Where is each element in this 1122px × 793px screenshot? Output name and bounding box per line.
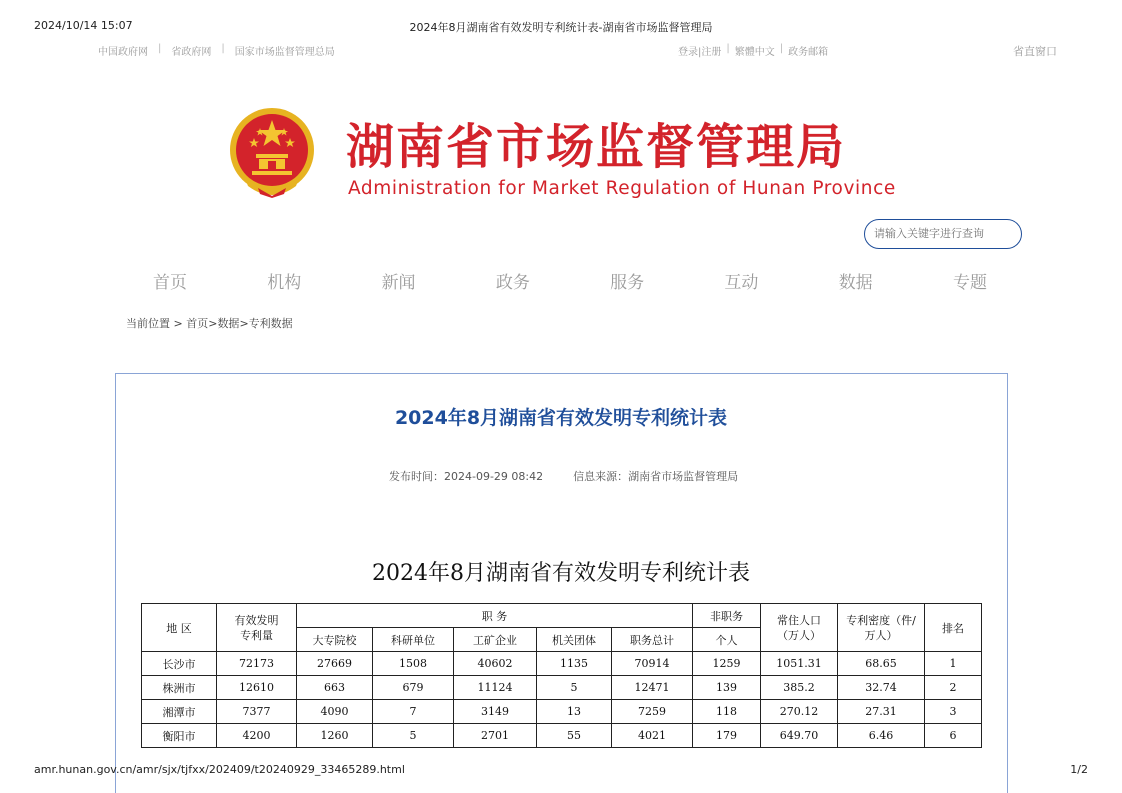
publish-time: 发布时间：2024-09-29 08:42 <box>389 470 544 483</box>
cell-total: 7377 <box>217 700 297 724</box>
cell-region: 湘潭市 <box>142 700 217 724</box>
subheader-institutions: 机关团体 <box>537 628 612 652</box>
cell-institutions: 55 <box>537 724 612 748</box>
table-row <box>142 676 982 700</box>
cell-total: 12610 <box>217 676 297 700</box>
info-source: 信息来源：湖南省市场监督管理局 <box>573 470 739 483</box>
cell-density: 6.46 <box>838 724 925 748</box>
header-total: 有效发明专利量 <box>217 604 297 652</box>
cell-density: 32.74 <box>838 676 925 700</box>
print-url: amr.hunan.gov.cn/amr/sjx/tjfxx/202409/t20240929_33465289.html <box>34 763 405 776</box>
main-nav <box>140 268 1000 293</box>
cell-institutions: 1135 <box>537 652 612 676</box>
cell-service-total: 7259 <box>612 700 693 724</box>
nav-topics[interactable]: 专题 <box>952 273 987 293</box>
table-row <box>142 700 982 724</box>
traditional-chinese-link[interactable]: 繁體中文 <box>734 47 775 58</box>
cell-research-units: 1508 <box>373 652 454 676</box>
separator: | <box>221 43 225 54</box>
cell-universities: 4090 <box>297 700 373 724</box>
cell-research-units: 679 <box>373 676 454 700</box>
top-links-bar <box>98 43 335 58</box>
table-title: 2024年8月湖南省有效发明专利统计表 <box>372 561 750 586</box>
breadcrumb-patent-data[interactable]: 专利数据 <box>248 317 293 330</box>
cell-service-total: 12471 <box>612 676 693 700</box>
cell-rank: 1 <box>925 652 982 676</box>
subheader-service-total: 职务总计 <box>612 628 693 652</box>
patent-stats-table <box>141 603 982 748</box>
cell-population: 649.70 <box>761 724 838 748</box>
brand-title-en: Administration for Market Regulation of Hunan Province <box>348 178 896 199</box>
header-service: 职 务 <box>297 604 693 628</box>
header-rank: 排名 <box>925 604 982 652</box>
nav-services[interactable]: 服务 <box>610 273 645 293</box>
cell-population: 270.12 <box>761 700 838 724</box>
article-title: 2024年8月湖南省有效发明专利统计表 <box>394 407 728 429</box>
subheader-research-units: 科研单位 <box>373 628 454 652</box>
cell-total: 4200 <box>217 724 297 748</box>
cell-density: 68.65 <box>838 652 925 676</box>
nav-data[interactable]: 数据 <box>838 273 873 293</box>
cell-universities: 27669 <box>297 652 373 676</box>
cell-rank: 3 <box>925 700 982 724</box>
cell-enterprises: 11124 <box>454 676 537 700</box>
link-gov-cn[interactable]: 中国政府网 <box>98 47 148 58</box>
cell-institutions: 13 <box>537 700 612 724</box>
cell-individual: 118 <box>693 700 761 724</box>
nav-interaction[interactable]: 互动 <box>724 273 759 293</box>
cell-region: 长沙市 <box>142 652 217 676</box>
print-document-title: 2024年8月湖南省有效发明专利统计表-湖南省市场监督管理局 <box>409 21 713 34</box>
link-samr[interactable]: 国家市场监督管理总局 <box>234 47 335 58</box>
cell-research-units: 5 <box>373 724 454 748</box>
cell-enterprises: 3149 <box>454 700 537 724</box>
search-input[interactable] <box>864 219 1022 249</box>
cell-individual: 1259 <box>693 652 761 676</box>
header-population: 常住人口（万人） <box>761 604 838 652</box>
cell-individual: 179 <box>693 724 761 748</box>
cell-universities: 663 <box>297 676 373 700</box>
breadcrumb-separator: > <box>208 317 218 330</box>
login-register-link[interactable]: 登录|注册 <box>678 47 722 58</box>
breadcrumb-home[interactable]: 首页 <box>186 317 209 330</box>
table-row <box>142 724 982 748</box>
header-density: 专利密度（件/万人） <box>838 604 925 652</box>
cell-individual: 139 <box>693 676 761 700</box>
cell-service-total: 4021 <box>612 724 693 748</box>
nav-news[interactable]: 新闻 <box>381 273 416 293</box>
national-emblem-icon <box>228 106 316 198</box>
cell-population: 385.2 <box>761 676 838 700</box>
separator: | <box>779 43 784 54</box>
cell-rank: 2 <box>925 676 982 700</box>
cell-service-total: 70914 <box>612 652 693 676</box>
print-page-number: 1/2 <box>1070 763 1088 776</box>
breadcrumb-separator: > <box>239 317 249 330</box>
cell-enterprises: 2701 <box>454 724 537 748</box>
cell-enterprises: 40602 <box>454 652 537 676</box>
subheader-individual: 个人 <box>693 628 761 652</box>
header-region: 地 区 <box>142 604 217 652</box>
brand-title-cn: 湖南省市场监督管理局 <box>346 119 847 175</box>
header-nonservice: 非职务 <box>693 604 761 628</box>
subheader-universities: 大专院校 <box>297 628 373 652</box>
cell-institutions: 5 <box>537 676 612 700</box>
gov-mail-link[interactable]: 政务邮箱 <box>788 47 829 58</box>
breadcrumb-data[interactable]: 数据 <box>217 317 240 330</box>
separator: | <box>158 43 162 54</box>
cell-total: 72173 <box>217 652 297 676</box>
breadcrumb-prefix: 当前位置 > <box>126 317 187 330</box>
table-row <box>142 652 982 676</box>
cell-population: 1051.31 <box>761 652 838 676</box>
nav-government-affairs[interactable]: 政务 <box>495 273 530 293</box>
cell-rank: 6 <box>925 724 982 748</box>
cell-region: 株洲市 <box>142 676 217 700</box>
separator: | <box>726 43 730 54</box>
cell-region: 衡阳市 <box>142 724 217 748</box>
nav-organization[interactable]: 机构 <box>267 273 302 293</box>
link-province-gov[interactable]: 省政府网 <box>171 47 212 58</box>
province-window-link[interactable]: 省直窗口 <box>1013 45 1057 58</box>
cell-research-units: 7 <box>373 700 454 724</box>
cell-density: 27.31 <box>838 700 925 724</box>
account-links-bar <box>678 43 828 58</box>
print-datetime: 2024/10/14 15:07 <box>34 19 133 32</box>
nav-home[interactable]: 首页 <box>153 273 187 293</box>
subheader-enterprises: 工矿企业 <box>454 628 537 652</box>
cell-universities: 1260 <box>297 724 373 748</box>
breadcrumb <box>126 315 293 331</box>
article-meta <box>389 468 738 484</box>
